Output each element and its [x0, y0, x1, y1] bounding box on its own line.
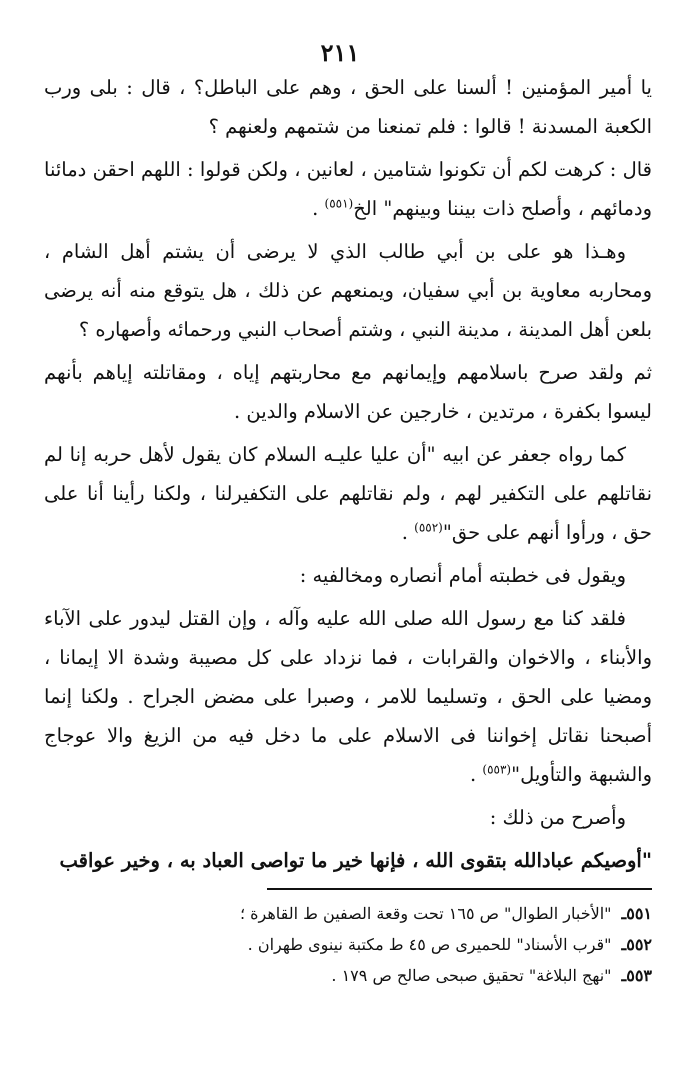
footnote-text: "نهج البلاغة" تحقيق صبحى صالح ص ١٧٩ . — [331, 966, 612, 985]
paragraph-text: قال : كرهت لكم أن تكونوا شتامين ، لعانين ، ولكن قولوا : اللهم احقن دمائنا ودمائهم ، وأصلح ذات بيننا وبينهم" الخ — [44, 158, 652, 220]
paragraph-text: "أوصيكم عبادالله بتقوى الله ، فإنها خير ما تواصى العباد به ، وخير عواقب — [59, 849, 652, 872]
footnote — [44, 898, 652, 929]
footnote-text: "قرب الأسناد" للحميرى ص ٤٥ ط مكتبة نينوى طهران . — [247, 935, 612, 954]
paragraph — [44, 556, 652, 595]
footnote-marker: (٥٥٢) — [414, 520, 443, 535]
paragraph-text: ثم ولقد صرح باسلامهم وإيمانهم مع محاربتهم إياه ، ومقاتلته إياهم بأنهم ليسوا بكفرة ، مرتدين ، خارجين عن الاسلام والدين . — [44, 361, 652, 423]
footnote-marker: (٥٥١) — [324, 196, 354, 211]
quote-paragraph — [44, 599, 652, 794]
footnote — [44, 960, 652, 991]
footnotes — [44, 898, 652, 991]
paragraph-tail: . — [401, 521, 415, 544]
footnote-number: ٥٥٣ـ — [621, 966, 652, 985]
footnote-text: "الأخبار الطوال" ص ١٦٥ تحت وقعة الصفين ط القاهرة ؛ — [239, 904, 612, 923]
paragraph-tail: . — [312, 197, 325, 220]
footnote-number: ٥٥١ـ — [621, 904, 652, 923]
paragraph — [44, 150, 652, 228]
paragraph — [44, 68, 652, 146]
footnote-divider — [267, 888, 652, 890]
footnote-number: ٥٥٢ـ — [621, 935, 652, 954]
paragraph-text: فلقد كنا مع رسول الله صلى الله عليه وآله ، وإن القتل ليدور على الآباء والأبناء ، والاخوان والقرابات ، فما نزداد على كل مصيبة وشدة الا إيمانا ، ومضيا على الحق ، وتسليما للامر ، وصبرا على مضض الجراح . ولكنا إنما أصبحنا نقاتل إخواننا فى الاسلام على ما دخل فيه من الزيغ والا عوجاج والشبهة والتأويل" — [44, 607, 652, 786]
paragraph-tail: . — [469, 763, 483, 786]
paragraph — [44, 232, 652, 349]
quote-paragraph — [44, 841, 652, 880]
footnote — [44, 929, 652, 960]
paragraph-text: ويقول فى خطبته أمام أنصاره ومخالفيه : — [299, 564, 626, 587]
paragraph-text: وأصرح من ذلك : — [489, 806, 626, 829]
paragraph-text: وهـذا هو على بن أبي طالب الذي لا يرضى أن يشتم أهل الشام ، ومحاربه معاوية بن أبي سفيان، ويمنعهم عن ذلك ، هل يتوقع منه أنه يرضى بلعن أهل المدينة ، مدينة النبي ، وشتم أصحاب النبي ورحمائه وأصهاره ؟ — [44, 240, 652, 341]
paragraph-text: يا أمير المؤمنين ! ألسنا على الحق ، وهم على الباطل؟ ، قال : بلى ورب الكعبة المسدنة ! قالوا : فلم تمنعنا من شتمهم ولعنهم ؟ — [44, 76, 652, 138]
paragraph-text: كما رواه جعفر عن ابيه "أن عليا عليـه السلام كان يقول لأهل حربه إنا لم نقاتلهم على التكفير لهم ، ولم نقاتلهم على التكفيرلنا ، ولكنا رأينا أنا على حق ، ورأوا أنهم على حق" — [44, 443, 652, 544]
footnote-marker: (٥٥٣) — [482, 762, 512, 777]
body-text — [44, 68, 652, 884]
paragraph — [44, 353, 652, 431]
paragraph — [44, 798, 652, 837]
page-number: ٢١١ — [320, 38, 360, 67]
paragraph — [44, 435, 652, 552]
